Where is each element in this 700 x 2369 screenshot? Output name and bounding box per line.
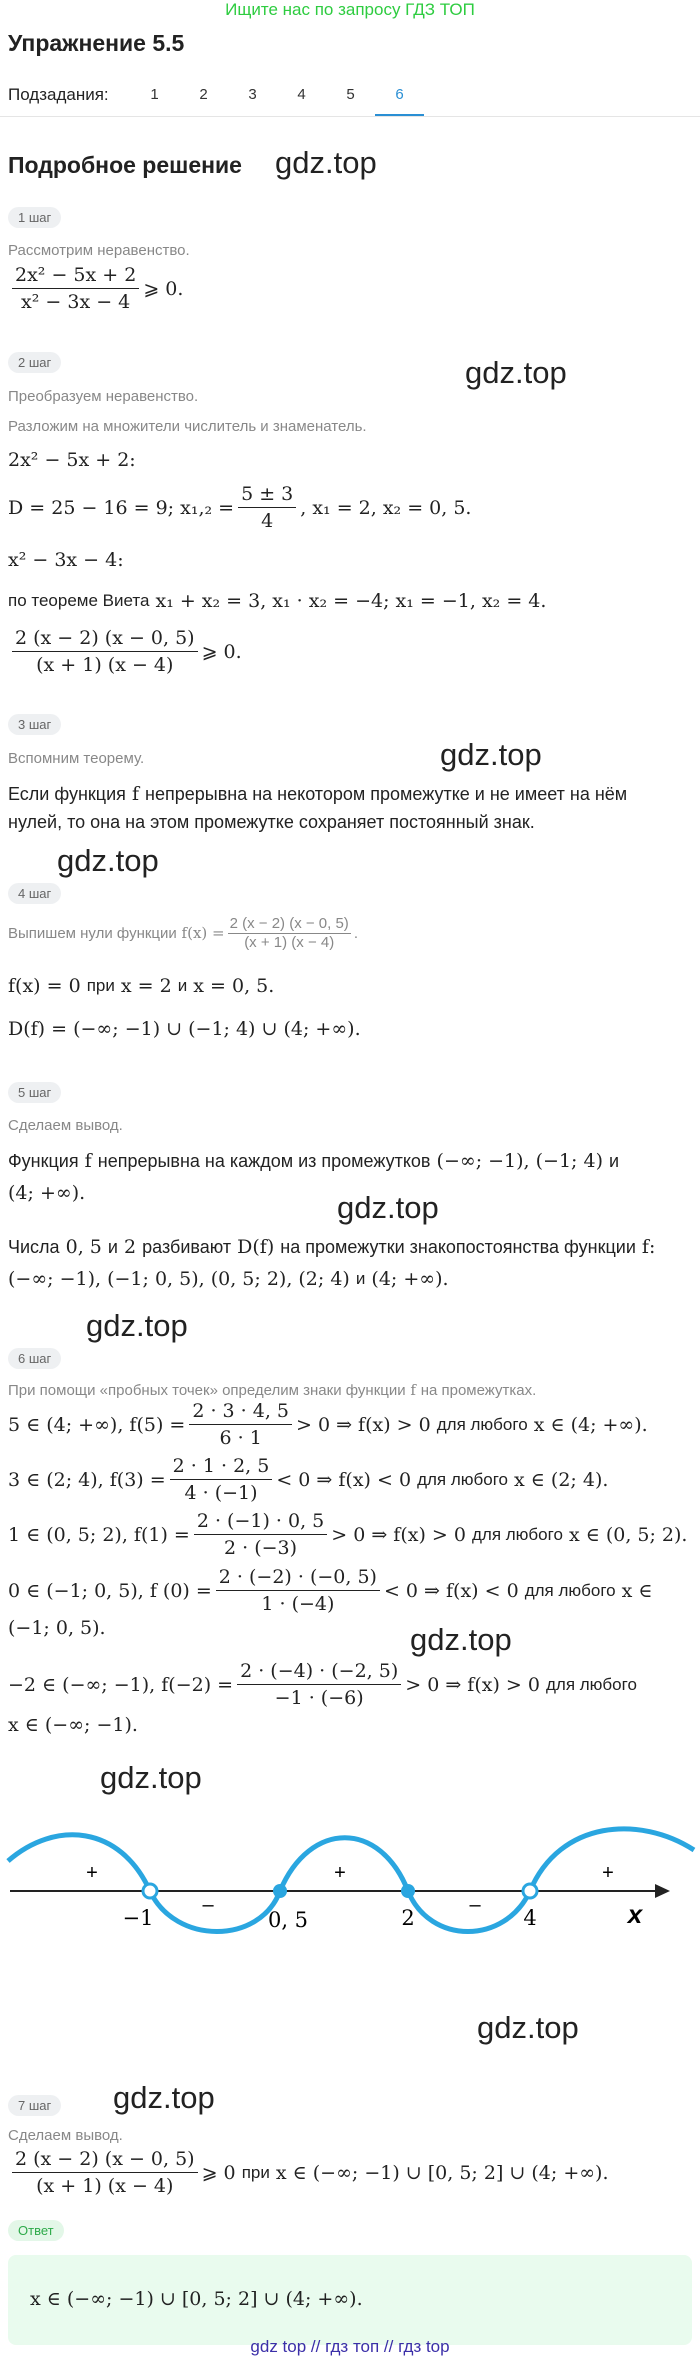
sign-wave bbox=[8, 1829, 694, 1932]
step-6-label-end: на промежутках. bbox=[420, 1381, 537, 1399]
for-any-text: для любого bbox=[546, 1674, 637, 1694]
step-6-badge: 6 шаг bbox=[8, 1348, 61, 1369]
point-label-1: −1 bbox=[122, 1906, 154, 1930]
test-point-0-end: (−1; 0, 5). bbox=[8, 1617, 106, 1639]
step-5-text: Сделаем вывод. bbox=[8, 1117, 123, 1134]
step-4-badge: 4 шаг bbox=[8, 883, 61, 904]
and-text: и bbox=[609, 1151, 620, 1171]
sign-5: + bbox=[602, 1862, 614, 1884]
vieta-line: по теореме Виета x₁ + x₂ = 3, x₁ · x₂ = −4; x₁ = −1, x₂ = 4. bbox=[8, 590, 547, 612]
conclusion-line-1-end: (4; +∞). bbox=[8, 1182, 86, 1204]
watermark: gdz.top bbox=[100, 1760, 202, 1795]
section-title: Подробное решение bbox=[8, 152, 242, 178]
step-6-text: При помощи «пробных точек» определим знаки функции f на промежутках. bbox=[8, 1381, 537, 1399]
vieta-text: по теореме Виета bbox=[8, 591, 150, 610]
step-7-badge: 7 шаг bbox=[8, 2095, 61, 2116]
numerator-label: 2x² − 5x + 2: bbox=[8, 449, 136, 471]
and-text: и bbox=[177, 976, 188, 995]
theorem-line-2: нулей, то она на этом промежутке сохраняет постоянный знак. bbox=[8, 812, 535, 832]
step-6-label: При помощи «пробных точек» определим знаки функции bbox=[8, 1381, 406, 1399]
conclusion-line-2: Числа 0, 5 и 2 разбивают D(f) на промежутки знакопостоянства функции f: bbox=[8, 1233, 655, 1261]
point-label-4: 4 bbox=[523, 1906, 537, 1930]
test-point-minus-2-end: x ∈ (−∞; −1). bbox=[8, 1714, 138, 1736]
discriminant-line: D = 25 − 16 = 9; x₁,₂ = $\frac{5 \pm 3}{4}$ , x₁ = 2, x₂ = 0, 5. bbox=[8, 483, 472, 532]
subtasks-label: Подзадания: bbox=[8, 85, 109, 104]
point-minus-1 bbox=[143, 1884, 157, 1898]
point-label-2: 0, 5 bbox=[267, 1908, 309, 1932]
top-banner[interactable]: Ищите нас по запросу ГДЗ ТОП bbox=[225, 0, 475, 19]
sign-3: + bbox=[334, 1862, 346, 1884]
answer-value: x ∈ (−∞; −1) ∪ [0, 5; 2] ∪ (4; +∞). bbox=[30, 2288, 363, 2310]
point-label-3: 2 bbox=[401, 1906, 415, 1930]
footer-links[interactable]: gdz top // гдз топ // гдз top bbox=[250, 2337, 450, 2356]
denominator-label: x² − 3x − 4: bbox=[8, 549, 124, 571]
tab-5[interactable]: 5 bbox=[346, 86, 355, 103]
for-any-text: для любого bbox=[524, 1580, 616, 1600]
sign-4: – bbox=[469, 1894, 481, 1916]
watermark: gdz.top bbox=[57, 843, 159, 878]
step-1-text: Рассмотрим неравенство. bbox=[8, 242, 190, 259]
step-2-text-2: Разложим на множители числитель и знаменатель. bbox=[8, 418, 367, 435]
test-point-3: 3 ∈ (2; 4), f(3) = $\frac{2 \cdot 1 \cdot 2, 5}{4 \cdot (-1)}$ < 0 ⇒ f(x) < 0 для любого x ∈ (2; 4). bbox=[8, 1455, 609, 1504]
axis-label: x bbox=[627, 1899, 643, 1929]
intervals-text: на промежутки знакопостоянства функции bbox=[280, 1237, 636, 1257]
step-7-text: Сделаем вывод. bbox=[8, 2127, 123, 2144]
inequality-factored: $\frac{2 (x - 2) (x - 0, 5)}{(x + 1) (x - 4)}$ ⩾ 0. bbox=[8, 627, 242, 676]
for-any-text: для любого bbox=[417, 1469, 509, 1489]
for-any-text: для любого bbox=[472, 1524, 563, 1544]
watermark: gdz.top bbox=[477, 2010, 579, 2045]
watermark: gdz.top bbox=[86, 1308, 188, 1343]
watermark: gdz.top bbox=[410, 1622, 512, 1657]
and-text: и bbox=[107, 1237, 118, 1257]
point-0-5 bbox=[273, 1884, 287, 1898]
tab-divider bbox=[0, 116, 700, 117]
split-text: разбивают bbox=[142, 1237, 232, 1257]
watermark: gdz.top bbox=[275, 145, 377, 180]
tab-6[interactable]: 6 bbox=[375, 80, 424, 116]
sign-1: + bbox=[86, 1862, 98, 1884]
step-4-label: Выпишем нули функции bbox=[8, 924, 177, 942]
domain-line: D(f) = (−∞; −1) ∪ (−1; 4) ∪ (4; +∞). bbox=[8, 1018, 361, 1040]
watermark: gdz.top bbox=[440, 737, 542, 772]
axis-arrow bbox=[655, 1884, 670, 1898]
point-4 bbox=[523, 1884, 537, 1898]
zeros-line: f(x) = 0 при x = 2 и x = 0, 5. bbox=[8, 975, 275, 997]
theorem-text-2: непрерывна на некотором промежутке и не имеет на нём bbox=[145, 784, 628, 804]
tab-3[interactable]: 3 bbox=[248, 86, 257, 103]
test-point-minus-2: −2 ∈ (−∞; −1), f(−2) = $\frac{2 \cdot (-4) \cdot (-2, 5)}{-1 \cdot (-6)}$ > 0 ⇒ f(x) > 0 для любого bbox=[8, 1660, 637, 1709]
and-text: и bbox=[355, 1269, 366, 1288]
step-5-badge: 5 шаг bbox=[8, 1082, 61, 1103]
point-2 bbox=[401, 1884, 415, 1898]
step-1-badge: 1 шаг bbox=[8, 207, 61, 228]
test-point-1: 1 ∈ (0, 5; 2), f(1) = $\frac{2 \cdot (-1) \cdot 0, 5}{2 \cdot (-3)}$ > 0 ⇒ f(x) > 0 для любого x ∈ (0, 5; 2). bbox=[8, 1510, 688, 1559]
test-point-5: 5 ∈ (4; +∞), f(5) = $\frac{2 \cdot 3 \cdot 4, 5}{6 \cdot 1}$ > 0 ⇒ f(x) > 0 для любого x ∈ (4; +∞). bbox=[8, 1400, 648, 1449]
step-3-text: Вспомним теорему. bbox=[8, 750, 145, 767]
watermark: gdz.top bbox=[337, 1190, 439, 1225]
step-4-text: Выпишем нули функции f(x) = $\frac{2 (x - 2) (x - 0, 5)}{(x + 1) (x - 4)}$ . bbox=[8, 915, 358, 951]
answer-badge: Ответ bbox=[8, 2220, 64, 2241]
tab-2[interactable]: 2 bbox=[199, 86, 208, 103]
theorem-line-1: Если функция f непрерывна на некотором промежутке и не имеет на нём bbox=[8, 780, 627, 808]
sign-diagram bbox=[0, 1815, 700, 1950]
tab-4[interactable]: 4 bbox=[297, 86, 306, 103]
continuous-text: непрерывна на каждом из промежутков bbox=[97, 1151, 431, 1171]
watermark: gdz.top bbox=[465, 355, 567, 390]
function-text: Функция bbox=[8, 1151, 79, 1171]
step-2-badge: 2 шаг bbox=[8, 352, 61, 373]
page-title: Упражнение 5.5 bbox=[8, 30, 185, 56]
inequality-1: $\frac{\text{2x² − 5x + 2}}{\text{x² − 3x − 4}}$ ⩾ 0. bbox=[8, 264, 183, 313]
test-point-0: 0 ∈ (−1; 0, 5), f (0) = $\frac{2 \cdot (-2) \cdot (-0, 5)}{1 \cdot (-4)}$ < 0 ⇒ f(x) < 0 для любого x ∈ bbox=[8, 1566, 653, 1615]
watermark: gdz.top bbox=[113, 2080, 215, 2115]
when-text: при bbox=[86, 976, 115, 995]
theorem-text-1: Если функция bbox=[8, 784, 126, 804]
final-inequality: $\frac{2 (x - 2) (x - 0, 5)}{(x + 1) (x - 4)}$ ⩾ 0 при x ∈ (−∞; −1) ∪ [0, 5; 2] ∪ (4; +∞). bbox=[8, 2148, 609, 2197]
tab-1[interactable]: 1 bbox=[150, 86, 159, 103]
sign-2: – bbox=[202, 1894, 214, 1916]
step-3-badge: 3 шаг bbox=[8, 714, 61, 735]
conclusion-line-3: (−∞; −1), (−1; 0, 5), (0, 5; 2), (2; 4) и (4; +∞). bbox=[8, 1268, 449, 1290]
for-any-text: для любого bbox=[436, 1414, 528, 1434]
step-2-text-1: Преобразуем неравенство. bbox=[8, 388, 199, 405]
numbers-text: Числа bbox=[8, 1237, 60, 1257]
subtask-tabs bbox=[130, 80, 424, 116]
when-text: при bbox=[241, 2162, 270, 2182]
conclusion-line-1: Функция f непрерывна на каждом из промежутков (−∞; −1), (−1; 4) и bbox=[8, 1147, 619, 1175]
